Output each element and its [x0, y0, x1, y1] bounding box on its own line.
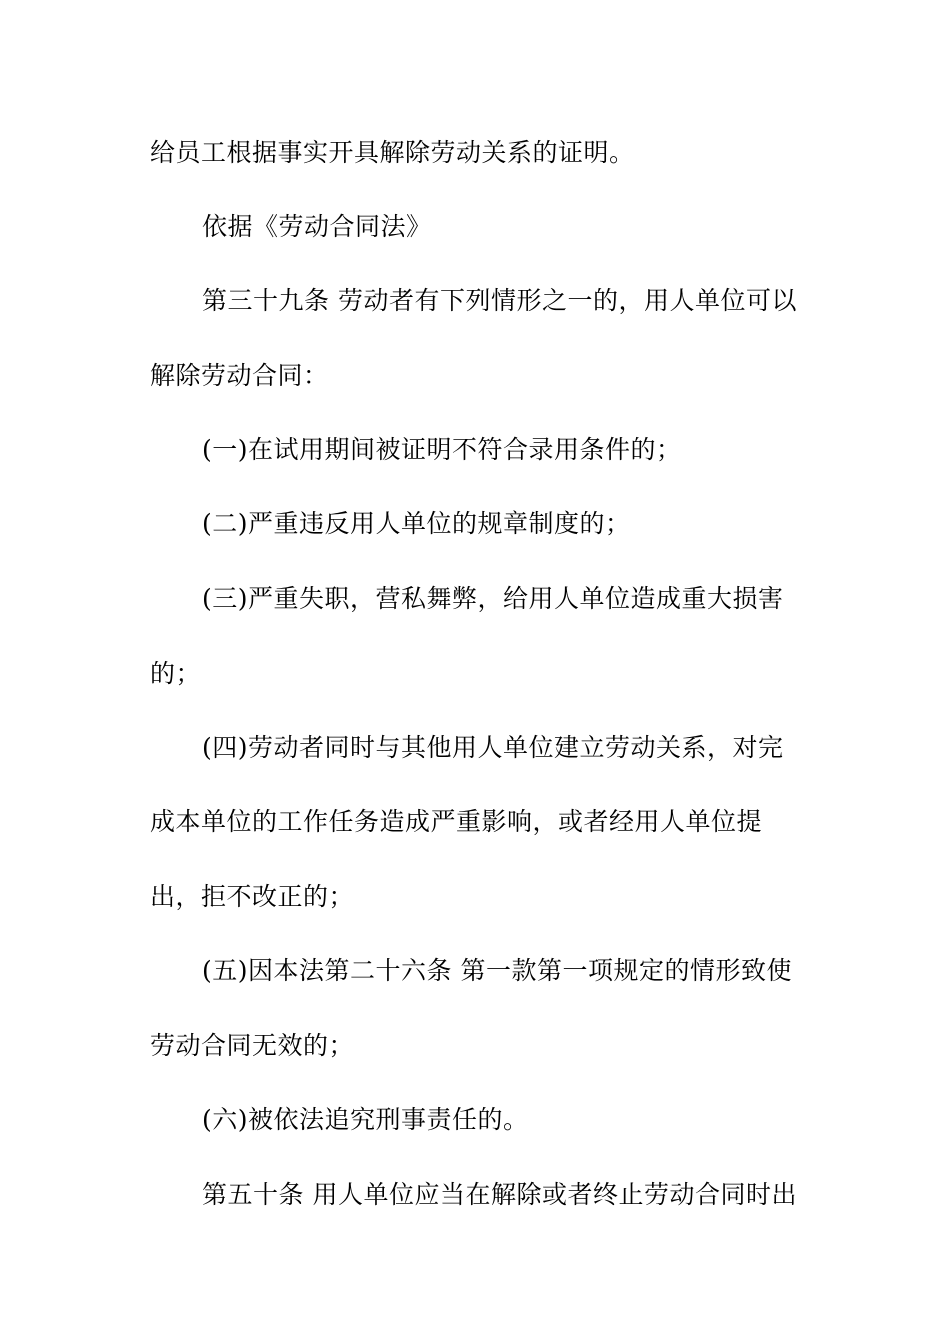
- text-line: 给员工根据事实开具解除劳动关系的证明。: [150, 138, 635, 167]
- text-line: 解除劳动合同：: [150, 361, 329, 390]
- text-line: 劳动合同无效的；: [150, 1031, 355, 1060]
- list-item: (五)因本法第二十六条 第一款第一项规定的情形致使: [202, 956, 792, 985]
- list-item: (三)严重失职，营私舞弊，给用人单位造成重大损害: [202, 584, 784, 613]
- list-item: (二)严重违反用人单位的规章制度的；: [202, 509, 631, 538]
- text-line: 成本单位的工作任务造成严重影响，或者经用人单位提: [150, 807, 763, 836]
- list-item: (四)劳动者同时与其他用人单位建立劳动关系，对完: [202, 733, 784, 762]
- list-item: (一)在试用期间被证明不符合录用条件的；: [202, 435, 682, 464]
- text-line: 的；: [150, 659, 202, 688]
- text-line: 依据《劳动合同法》: [202, 212, 432, 241]
- list-item: (六)被依法追究刑事责任的。: [202, 1105, 529, 1134]
- text-line: 出，拒不改正的；: [150, 882, 355, 911]
- article-50-heading: 第五十条 用人单位应当在解除或者终止劳动合同时出: [202, 1180, 797, 1209]
- article-39-heading: 第三十九条 劳动者有下列情形之一的，用人单位可以: [202, 286, 797, 315]
